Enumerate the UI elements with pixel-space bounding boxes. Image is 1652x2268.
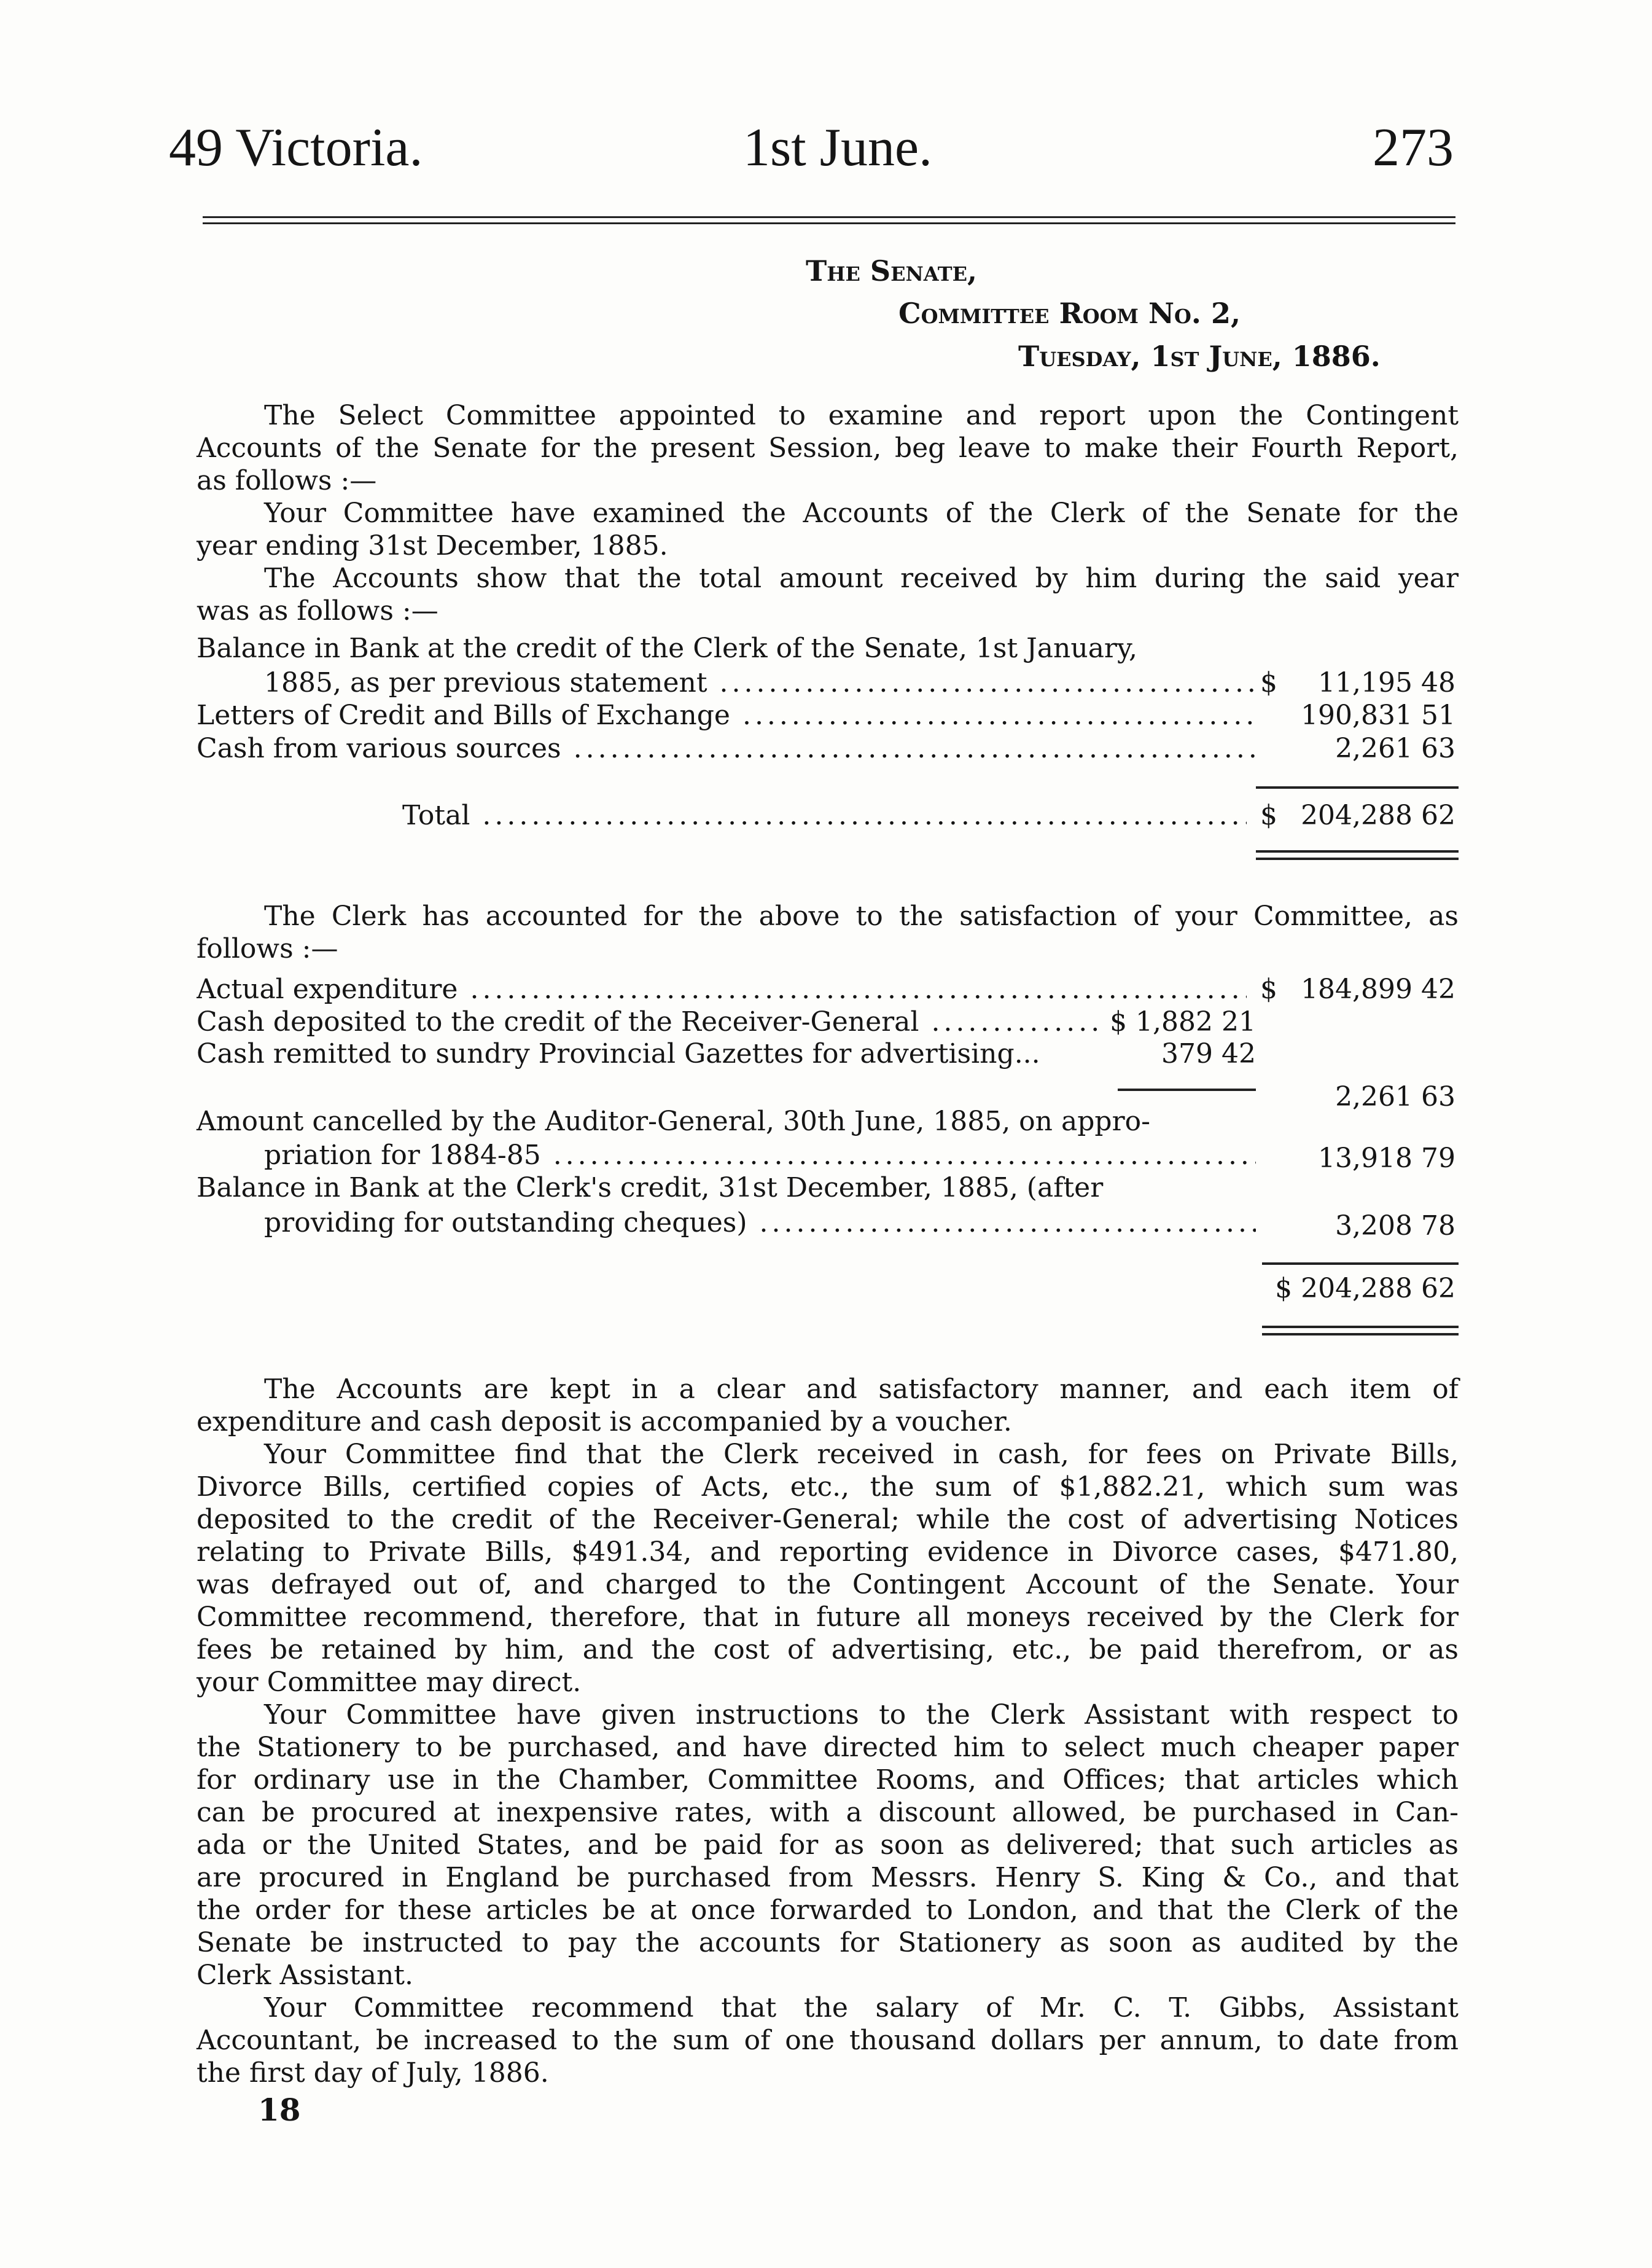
bank-amount: 3,208 78 (1335, 1210, 1455, 1242)
intro-text (197, 399, 1459, 627)
accounted-text (197, 900, 1459, 965)
total-double-rule (1256, 858, 1459, 860)
text-line: Committee recommend, therefore, that in future all moneys received by the Clerk for (197, 1601, 1459, 1633)
dollar-sign: $ (1260, 974, 1277, 1005)
text-line: the order for these articles be at once forwarded to London, and that the Clerk of the (197, 1895, 1459, 1926)
dollar-sign: $ (1260, 800, 1277, 831)
remitted-amount: 379 42 (1161, 1038, 1256, 1069)
text-line: year ending 31st December, 1885. (197, 530, 668, 561)
text-line: fees be retained by him, and the cost of advertising, etc., be paid therefrom, or as (197, 1634, 1459, 1665)
subtotal-rule (1118, 1089, 1256, 1091)
grand-total-amount: $ 204,288 62 (1275, 1273, 1455, 1304)
header-rule (203, 216, 1455, 218)
text-line: The Accounts are kept in a clear and satisfactory manner, and each item of (264, 1374, 1459, 1405)
text-line: Your Committee have given instructions to the Clerk Assistant with respect to (264, 1699, 1459, 1730)
text-line: follows :— (197, 933, 338, 964)
subtotal-amount: 2,261 63 (1335, 1081, 1455, 1112)
actual-expenditure-amount: 184,899 42 (1301, 974, 1455, 1005)
cancelled-amount: 13,918 79 (1318, 1143, 1455, 1174)
receipt-cash-amount: 2,261 63 (1335, 733, 1455, 764)
dollar-sign: $ (1260, 667, 1277, 698)
text-line: deposited to the credit of the Receiver-General; while the cost of advertising Notices (197, 1504, 1459, 1535)
text-line: Accounts of the Senate for the present Session, beg leave to make their Fourth Report, (197, 432, 1459, 464)
receipt-total-amount: 204,288 62 (1301, 800, 1455, 831)
text-line: as follows :— (197, 465, 377, 496)
text-line: The Select Committee appointed to examine and report upon the Contingent (264, 400, 1459, 431)
text-line: can be procured at inexpensive rates, with a discount allowed, be purchased in Can- (197, 1797, 1459, 1828)
text-line: the Stationery to be purchased, and have directed him to select much cheaper paper (197, 1732, 1459, 1763)
text-line: ada or the United States, and be paid for as soon as delivered; that such articles as (197, 1829, 1459, 1861)
receipt-balance-label: 1885, as per previous statement ..... (264, 667, 1262, 698)
receipt-cash-label: Cash from various sources ..... (197, 733, 1259, 764)
grand-total-double-rule (1262, 1326, 1459, 1328)
text-line: expenditure and cash deposit is accompanied by a voucher. (197, 1406, 1012, 1437)
header-left: 49 Victoria. (169, 118, 423, 178)
receipt-total-label: Total ..... (402, 800, 1247, 831)
text-line: Divorce Bills, certified copies of Acts, etc., the sum of $1,882.21, which sum was (197, 1471, 1459, 1503)
actual-expenditure-label: Actual expenditure ..... (197, 974, 1247, 1005)
text-line: was defrayed out of, and charged to the Contingent Account of the Senate. Your (197, 1569, 1459, 1600)
receipt-letters-label: Letters of Credit and Bills of Exchange ..... (197, 700, 1259, 731)
header-rule-lower (203, 222, 1455, 224)
cancelled-line1: Amount cancelled by the Auditor-General, 30th June, 1885, on appro- (197, 1106, 1150, 1137)
text-line: Your Committee find that the Clerk received in cash, for fees on Private Bills, (264, 1439, 1459, 1470)
grand-total-rule (1262, 1262, 1459, 1265)
header-date: 1st June. (743, 118, 932, 178)
text-line: Your Committee recommend that the salary of Mr. C. T. Gibbs, Assistant (264, 1992, 1459, 2024)
text-line: Senate be instructed to pay the accounts for Stationery as soon as audited by the (197, 1927, 1459, 1958)
total-rule (1256, 786, 1459, 789)
bank-label: providing for outstanding cheques) ..... (264, 1207, 1256, 1238)
text-line: relating to Private Bills, $491.34, and reporting evidence in Divorce cases, $471.80, (197, 1536, 1459, 1568)
text-line: your Committee may direct. (197, 1667, 582, 1698)
total-double-rule (1256, 850, 1459, 853)
address-line-2: Committee Room No. 2, (898, 297, 1241, 330)
closing-text (197, 1373, 1459, 2089)
receipt-balance-amount: 11,195 48 (1318, 667, 1455, 698)
page-number: 273 (1373, 118, 1454, 178)
address-line-3: Tuesday, 1st June, 1886. (1018, 340, 1381, 373)
bank-line1: Balance in Bank at the Clerk's credit, 31st December, 1885, (after (197, 1172, 1104, 1203)
signature-mark: 18 (258, 2092, 301, 2128)
text-line: was as follows :— (197, 595, 438, 627)
text-line: Accountant, be increased to the sum of one thousand dollars per annum, to date from (197, 2025, 1459, 2056)
text-line: are procured in England be purchased from Messrs. Henry S. King & Co., and that (197, 1862, 1459, 1893)
grand-total-double-rule (1262, 1333, 1459, 1335)
text-line: Clerk Assistant. (197, 1960, 413, 1991)
text-line: for ordinary use in the Chamber, Committee Rooms, and Offices; that articles which (197, 1764, 1459, 1796)
text-line: The Clerk has accounted for the above to the satisfaction of your Committee, as (264, 901, 1459, 932)
text-line: the first day of July, 1886. (197, 2057, 549, 2089)
cancelled-label: priation for 1884-85 ..... (264, 1140, 1256, 1171)
deposit-amount: $ 1,882 21 (1110, 1006, 1256, 1038)
remitted-label: Cash remitted to sundry Provincial Gazettes for advertising... (197, 1038, 1040, 1069)
deposit-label: Cash deposited to the credit of the Receiver-General ..... (197, 1006, 1105, 1038)
receipt-letters-amount: 190,831 51 (1301, 700, 1455, 731)
text-line: Your Committee have examined the Accounts of the Clerk of the Senate for the (264, 498, 1459, 529)
address-line-1: The Senate, (806, 254, 978, 287)
receipt-balance-line1: Balance in Bank at the credit of the Clerk of the Senate, 1st January, (197, 633, 1137, 664)
text-line: The Accounts show that the total amount received by him during the said year (264, 563, 1459, 594)
